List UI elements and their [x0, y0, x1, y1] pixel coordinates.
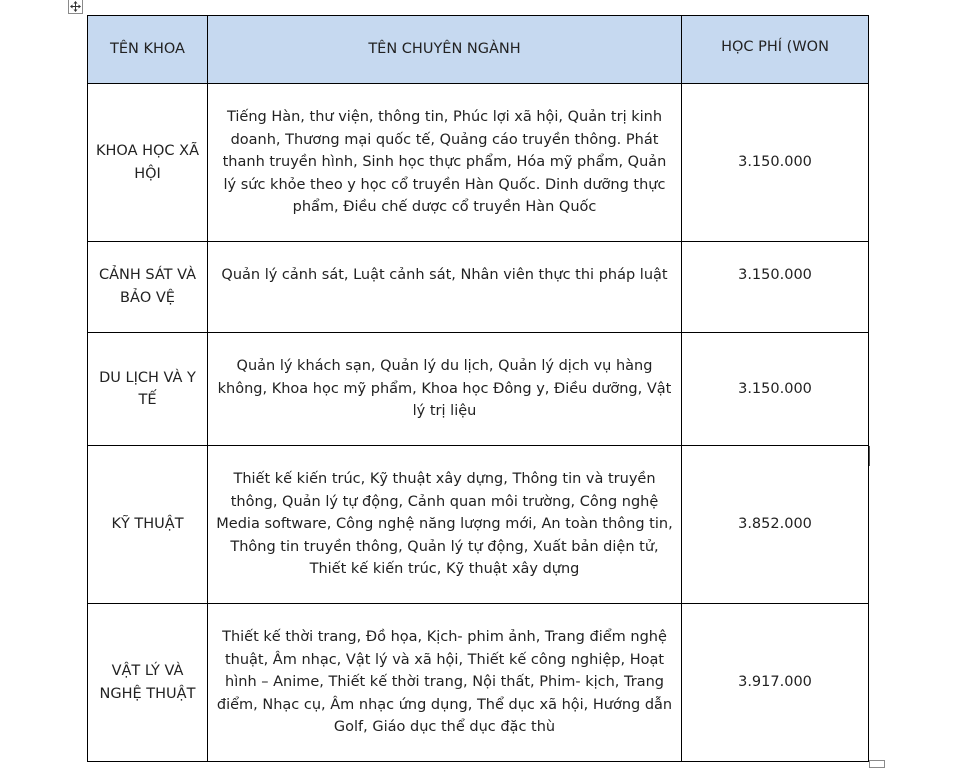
table-row — [88, 242, 869, 333]
table-row — [88, 604, 869, 762]
majors-cell[interactable]: Thiết kế thời trang, Đồ họa, Kịch- phim ảnh, Trang điểm nghệ thuật, Âm nhạc, Vật lý và xã hội, Thiết kế công nghiệp, Hoạt hình – Anime, Thiết kế thời trang, Nội thất, Phim- kịch, Trang điểm, Nhạc cụ, Âm nhạc ứng dụng, Thể dục xã hội, Hướng dẫn Golf, Giáo dục thể dục đặc thù — [208, 604, 682, 762]
header-fee[interactable]: HỌC PHÍ (WON — [682, 16, 869, 84]
majors-cell[interactable]: Quản lý cảnh sát, Luật cảnh sát, Nhân viên thực thi pháp luật — [208, 242, 682, 333]
table-row — [88, 446, 869, 604]
table-row — [88, 333, 869, 446]
faculty-cell[interactable]: CẢNH SÁT VÀ BẢO VỆ — [88, 242, 208, 333]
text-cursor — [869, 446, 870, 466]
four-way-arrow-icon — [70, 1, 81, 12]
table-row — [88, 84, 869, 242]
faculty-cell[interactable]: DU LỊCH VÀ Y TẾ — [88, 333, 208, 446]
table-resize-handle[interactable] — [869, 760, 885, 768]
majors-cell[interactable]: Thiết kế kiến trúc, Kỹ thuật xây dựng, Thông tin và truyền thông, Quản lý tự động, Cảnh quan môi trường, Công nghệ Media software, Công nghệ năng lượng mới, An toàn thông tin, Thông tin truyền thông, Quản lý tự động, Xuất bản diện tử, Thiết kế kiến trúc, Kỹ thuật xây dựng — [208, 446, 682, 604]
fee-cell[interactable]: 3.852.000 — [682, 446, 869, 604]
fee-cell[interactable]: 3.150.000 — [682, 84, 869, 242]
table-move-handle-icon[interactable] — [68, 0, 83, 14]
faculty-cell[interactable]: KỸ THUẬT — [88, 446, 208, 604]
faculty-cell[interactable]: KHOA HỌC XÃ HỘI — [88, 84, 208, 242]
faculty-cell[interactable]: VẬT LÝ VÀ NGHỆ THUẬT — [88, 604, 208, 762]
header-faculty[interactable]: TÊN KHOA — [88, 16, 208, 84]
fee-cell[interactable]: 3.917.000 — [682, 604, 869, 762]
table-header-row — [88, 16, 869, 84]
majors-cell[interactable]: Quản lý khách sạn, Quản lý du lịch, Quản lý dịch vụ hàng không, Khoa học mỹ phẩm, Khoa học Đông y, Điều dưỡng, Vật lý trị liệu — [208, 333, 682, 446]
header-majors[interactable]: TÊN CHUYÊN NGÀNH — [208, 16, 682, 84]
tuition-fee-table — [87, 15, 869, 762]
fee-cell[interactable]: 3.150.000 — [682, 333, 869, 446]
fee-cell[interactable]: 3.150.000 — [682, 242, 869, 333]
majors-cell[interactable]: Tiếng Hàn, thư viện, thông tin, Phúc lợi xã hội, Quản trị kinh doanh, Thương mại quốc tế, Quảng cáo truyền thông. Phát thanh truyền hình, Sinh học thực phẩm, Hóa mỹ phẩm, Quản lý sức khỏe theo y học cổ truyền Hàn Quốc. Dinh dưỡng thực phẩm, Điều chế dược cổ truyền Hàn Quốc — [208, 84, 682, 242]
